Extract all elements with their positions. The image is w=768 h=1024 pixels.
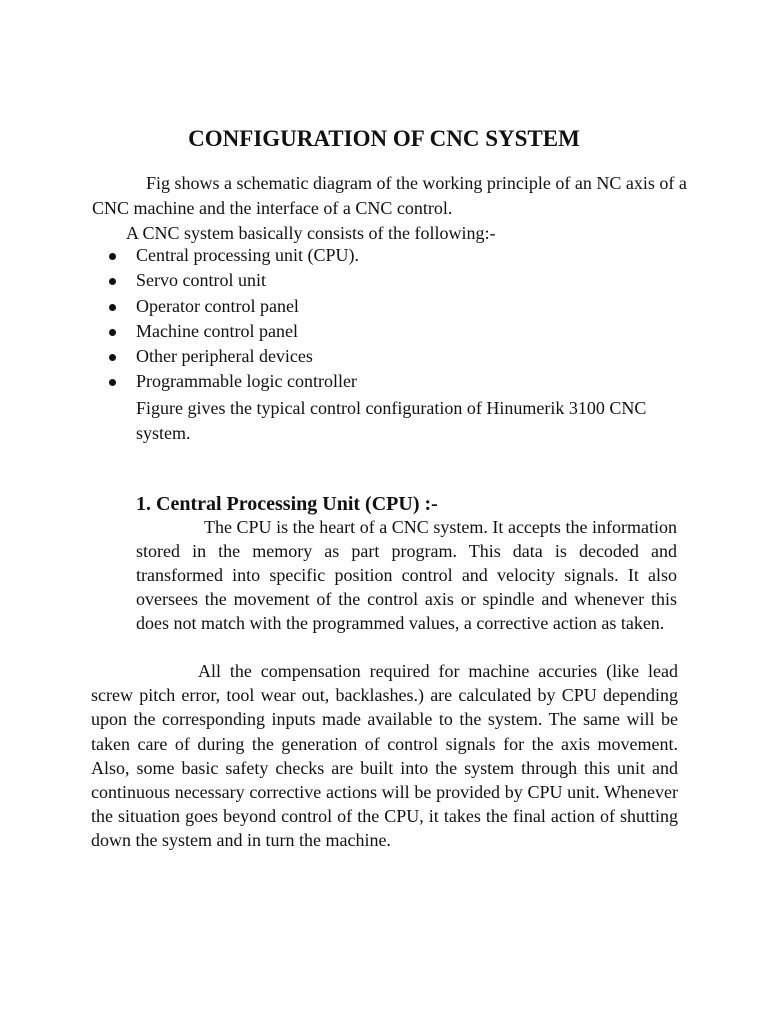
section-heading: 1. Central Processing Unit (CPU) :- [136,493,438,515]
list-item [107,268,359,293]
list-item-text: Programmable logic controller [136,371,357,392]
figure-note: Figure gives the typical control configuration of Hinumerik 3100 CNC system. [136,398,647,443]
consists-line: A CNC system basically consists of the following:- [126,223,496,243]
bullet-icon [109,354,116,361]
intro-paragraph: Fig shows a schematic diagram of the working principle of an NC axis of a CNC machine and the interface of a CNC control. [92,173,687,218]
list-item [107,243,359,268]
intro-section [92,171,692,246]
list-item [107,294,359,319]
bullet-icon [109,304,116,311]
list-item-text: Machine control panel [136,320,298,341]
cpu-paragraph-1: The CPU is the heart of a CNC system. It accepts the information stored in the memory as part program. This data is decoded and transformed into specific position control and velocity signals. It also oversees the movement of the control axis or spindle and whenever this does not match with the programmed values, a corrective action as taken. [136,517,677,633]
component-list [107,243,359,395]
bullet-icon [109,278,116,285]
list-item [107,344,359,369]
bullet-icon [109,253,116,260]
list-item [107,319,359,344]
list-item-text: Central processing unit (CPU). [136,245,359,265]
bullet-icon [109,379,116,386]
list-item-text: Operator control panel [136,295,299,316]
list-item-text: Servo control unit [136,270,266,291]
list-item [107,369,359,394]
document-title: CONFIGURATION OF CNC SYSTEM [188,126,580,151]
cpu-paragraph-2: All the compensation required for machine accuries (like lead screw pitch error, tool wear out, backlashes.) are calculated by CPU depending upon the corresponding inputs made available to the system. The same will be taken care of during the generation of control signals for the axis movement. Also, some basic safety checks are built into the system through this unit and continuous necessary corrective actions will be provided by CPU unit. Whenever the situation goes beyond control of the CPU, it takes the final action of shutting down the system and in turn the machine. [91,661,678,851]
bullet-icon [109,329,116,336]
list-item-text: Other peripheral devices [136,346,313,367]
